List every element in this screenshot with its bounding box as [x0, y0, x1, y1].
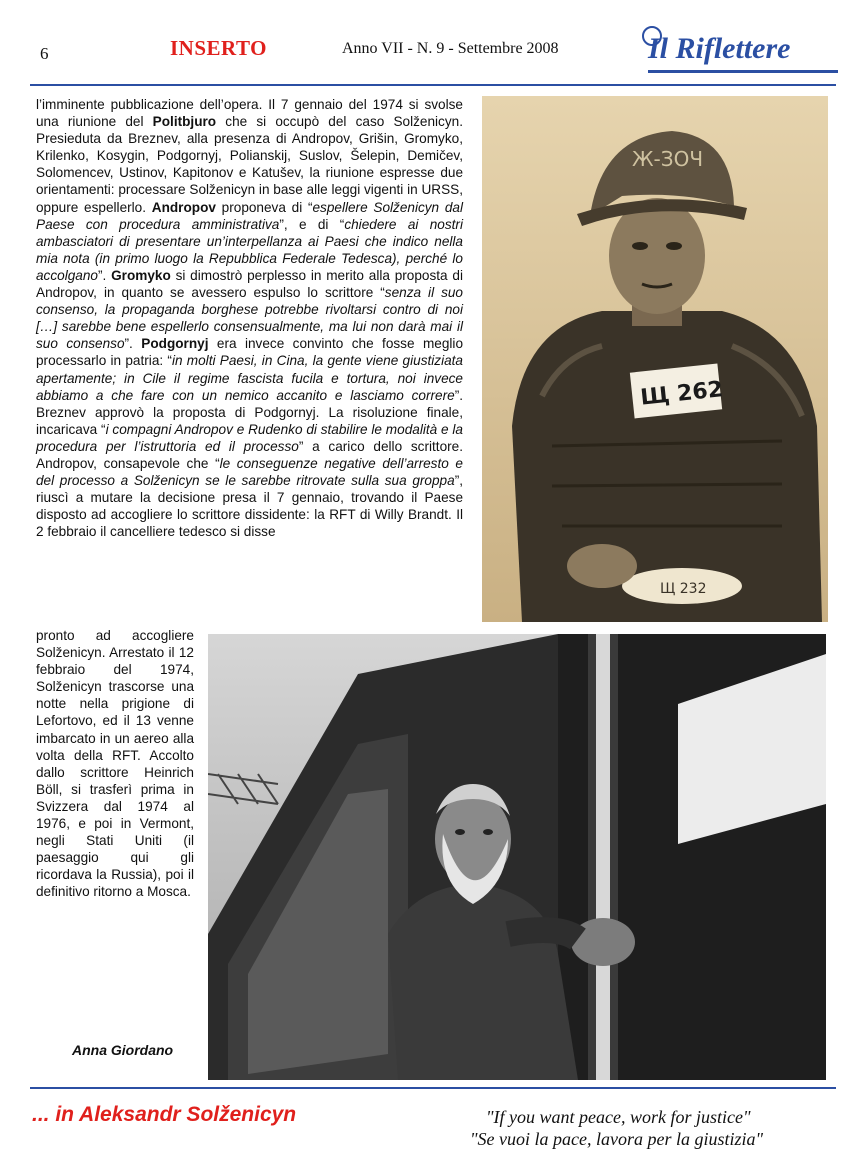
logo-text: Il Riflettere: [648, 32, 791, 65]
quote-italian: "Se vuoi la pace, lavora per la giustizia": [470, 1129, 764, 1149]
cap-mark: Ж-ЗОЧ: [632, 147, 704, 171]
knee-number-patch: Щ 232: [660, 581, 707, 597]
author-byline: Anna Giordano: [72, 1042, 174, 1058]
quotation-run: le conseguenze negative dell’arresto e del processo a Solženicyn se le sarebbe ritrovate sulla sua groppa: [36, 455, 463, 489]
train-photo: [208, 634, 826, 1080]
prisoner-number-patch: Щ 262: [639, 377, 725, 411]
bold-name-run: Gromyko: [111, 267, 171, 283]
text-run: ”. Breznev approvò la proposta di Podgornyj. La risoluzione finale, incaricava “: [36, 387, 463, 437]
quotation-run: in molti Paesi, in Cina, la gente viene giustiziata apertamente; in Cile il regime fascista fucila e tortura, noi invece abbiamo a che fare con un nemico accanito e lasciamo correre: [36, 353, 463, 403]
text-run: ”.: [97, 267, 112, 283]
bold-name-run: Politbjuro: [152, 114, 217, 130]
issue-info: Anno VII - N. 9 - Settembre 2008: [342, 40, 559, 57]
bold-name-run: Podgornyj: [141, 336, 209, 352]
quotation-run: senza il suo consenso, la propaganda borghese potrebbe rivoltarsi contro di noi […] sarebbe bene espellerlo consensualmente, ma lui non darà mai il suo consenso: [36, 285, 463, 352]
masthead-logo: [640, 26, 840, 76]
quote-english: "If you want peace, work for justice": [486, 1107, 751, 1127]
text-run: ” a carico dello scrittore. Andropov, consapevole che “: [36, 438, 463, 471]
quotation-run: espellere Solženicyn dal Paese con procedura amministrativa: [36, 199, 463, 232]
text-run: ”, e di “: [279, 216, 345, 232]
quotation-run: chiedere ai nostri ambasciatori di presentare un’interpellanza ai Paesi che indico nella mia nota (in primo luogo la Repubblica Federale Tedesca), perché lo accolgano: [36, 216, 463, 283]
logo-underline: [648, 70, 838, 73]
quotation-run: i compagni Andropov e Rudenko di stabilire le modalità e la procedura per l’istruttoria ed il processo: [36, 421, 463, 454]
header-divider: [30, 84, 836, 86]
text-run: si dimostrò perplesso in merito alla proposta di Andropov, in quanto se avessero espulso lo scrittore “: [36, 267, 463, 301]
text-run: era invece convinto che fosse meglio processarlo in patria: “: [36, 336, 464, 369]
text-run: proponeva di “: [215, 199, 313, 215]
article-main-column: [36, 96, 463, 540]
footer-title: ... in Aleksandr Solženicyn: [32, 1103, 297, 1126]
text-run: l’imminente pubblicazione dell’opera. Il 7 gennaio del 1974 si svolse una riunione del: [36, 97, 463, 130]
text-run: ”.: [124, 336, 142, 352]
text-run: ”, riuscì a mutare la decisione presa il 7 gennaio, trovando il Paese disposto ad accogliere lo scrittore dissidente: la RFT di Willy Brandt. Il 2 febbraio il cancelliere tedesco si disse: [36, 473, 463, 540]
page-number: 6: [40, 44, 49, 63]
footer-divider: [30, 1087, 836, 1089]
portrait-photo: [482, 96, 828, 622]
bold-name-run: Andropov: [151, 199, 216, 215]
portrait-photo-art: [482, 96, 828, 622]
text-run: che si occupò del caso Solženicyn. Presieduta da Breznev, alla presenza di Andropov, Grišin, Gromyko, Krilenko, Kosygin, Podgornyj, Polianskij, Suslov, Šelepin, Demičev, Solomencev, Ustinov, Kapitonov e Katušev, la riunione espresse due orientamenti: processare Solženicyn in base alle leggi vigenti in URSS, oppure espellerlo.: [36, 114, 463, 215]
article-narrow-column: pronto ad accogliere Solženicyn. Arrestato il 12 febbraio del 1974, Solženicyn trascorse una notte nella prigione di Lefortovo, ed il 13 venne imbarcato in un aereo alla volta della RFT. Accolto dallo scrittore Heinrich Böll, si trasferì prima in Svizzera dal 1974 al 1976, e poi in Vermont, negli Stati Uniti (il paesaggio qui gli ricordava la Russia), poi il definitivo ritorno a Mosca.: [36, 628, 194, 900]
section-title: INSERTO: [170, 36, 267, 60]
train-photo-art: [208, 634, 826, 1080]
